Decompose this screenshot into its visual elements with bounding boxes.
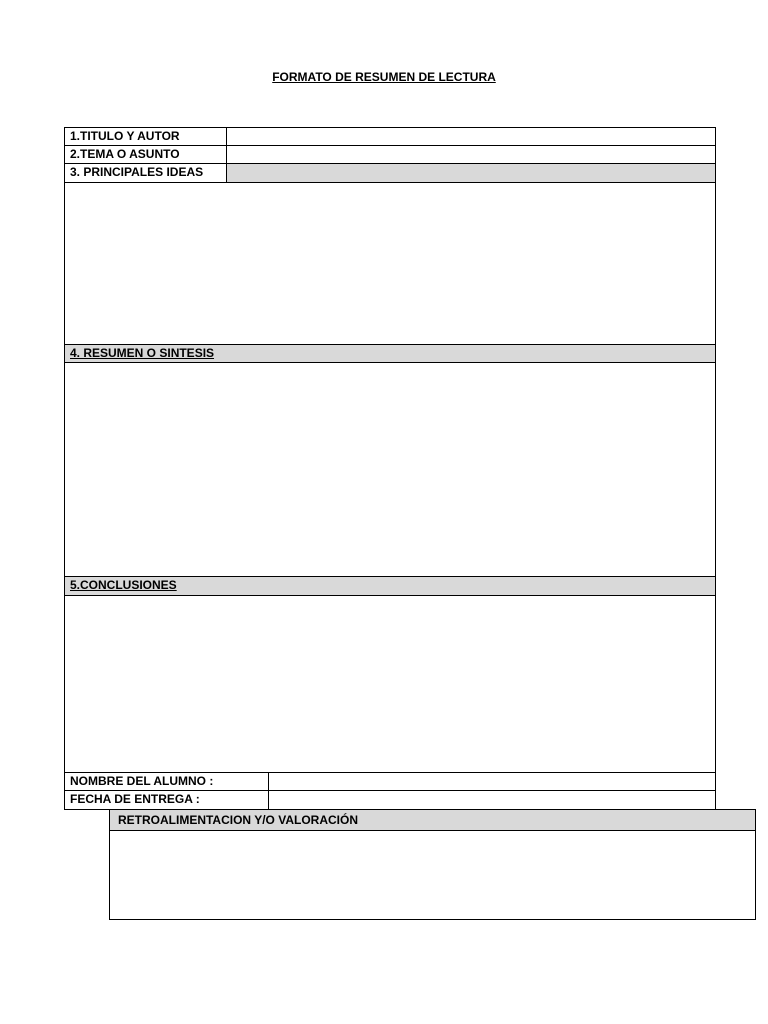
conclusiones-area[interactable] [64, 595, 716, 773]
principales-ideas-label: 3. PRINCIPALES IDEAS [64, 163, 227, 183]
tema-asunto-field[interactable] [226, 145, 716, 164]
principales-ideas-area[interactable] [64, 182, 716, 345]
titulo-autor-field[interactable] [226, 127, 716, 146]
tema-asunto-label: 2.TEMA O ASUNTO [64, 145, 227, 164]
fecha-entrega-field[interactable] [268, 790, 716, 810]
conclusiones-header: 5.CONCLUSIONES [64, 576, 716, 596]
fecha-entrega-label: FECHA DE ENTREGA : [64, 790, 269, 810]
resumen-sintesis-header: 4. RESUMEN O SINTESIS [64, 344, 716, 363]
retroalimentacion-header: RETROALIMENTACION Y/O VALORACIÓN [109, 809, 756, 831]
nombre-alumno-label: NOMBRE DEL ALUMNO : [64, 772, 269, 791]
retroalimentacion-area[interactable] [109, 830, 756, 920]
page-title: FORMATO DE RESUMEN DE LECTURA [272, 70, 496, 84]
resumen-sintesis-area[interactable] [64, 362, 716, 577]
principales-ideas-header-fill [226, 163, 716, 183]
nombre-alumno-field[interactable] [268, 772, 716, 791]
titulo-autor-label: 1.TITULO Y AUTOR [64, 127, 227, 146]
